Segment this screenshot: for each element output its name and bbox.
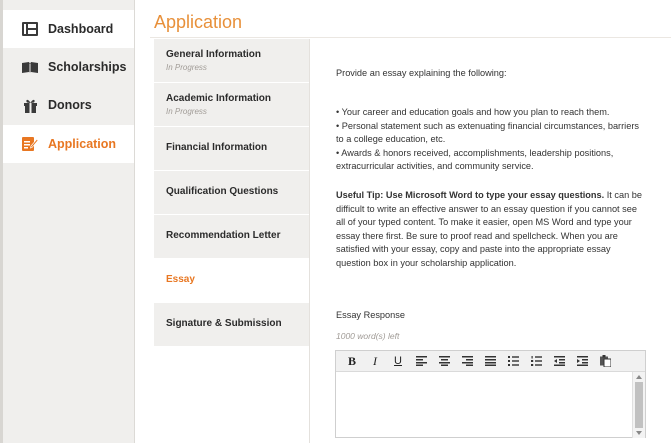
step-status: In Progress [166, 63, 207, 72]
gift-icon [21, 97, 39, 113]
nav-item-donors[interactable] [3, 86, 134, 124]
title-divider [150, 37, 671, 38]
editor-scrollbar[interactable] [632, 372, 645, 438]
word-count: 1000 word(s) left [336, 331, 400, 341]
nav-item-application[interactable] [3, 125, 134, 163]
step-label: Academic Information [166, 93, 272, 104]
editor-toolbar [336, 351, 645, 372]
align-center-icon[interactable] [434, 353, 454, 370]
indent-icon[interactable] [572, 353, 592, 370]
scroll-thumb[interactable] [635, 382, 643, 428]
bullet-list-icon[interactable] [503, 353, 523, 370]
left-navigation [0, 0, 135, 443]
step-essay[interactable] [154, 259, 309, 303]
align-left-icon[interactable] [411, 353, 431, 370]
essay-bullet: • Awards & honors received, accomplishments, leadership positions, extracurricular activities, and community service. [336, 147, 614, 171]
nav-item-scholarships[interactable] [3, 48, 134, 86]
bold-icon[interactable]: B [347, 353, 356, 368]
essay-editor[interactable] [335, 350, 646, 438]
essay-text-area[interactable] [336, 372, 632, 438]
essay-bullet: • Your career and education goals and how you plan to reach them. [336, 107, 610, 117]
essay-bullet: • Personal statement such as extenuating financial circumstances, barriers to a college education, etc. [336, 120, 639, 144]
step-label: General Information [166, 49, 262, 60]
nav-item-label: Scholarships [48, 60, 127, 74]
step-label: Signature & Submission [166, 318, 282, 329]
align-justify-icon[interactable] [480, 353, 500, 370]
edit-document-icon [21, 136, 39, 152]
tip-text: It can be difficult to write an effective answer to an essay question if you cannot see all of your typed content. To make it easier, open MS Word and type your essay there first. Be sure to proof read and spellcheck. When you are satisfied with your essay, copy and paste into the appropriate essay question box in your scholarship application. [336, 190, 642, 268]
paste-icon[interactable] [595, 353, 615, 370]
italic-icon[interactable]: I [373, 353, 377, 368]
numbered-list-icon[interactable] [526, 353, 546, 370]
book-icon [21, 59, 39, 75]
step-qualification-questions[interactable] [154, 171, 309, 215]
step-recommendation-letter[interactable] [154, 215, 309, 259]
nav-item-label: Application [48, 137, 117, 151]
outdent-icon[interactable] [549, 353, 569, 370]
nav-item-label: Donors [48, 98, 92, 112]
step-status: In Progress [166, 107, 207, 116]
useful-tip [336, 189, 644, 270]
application-steps [154, 39, 309, 347]
step-financial-information[interactable] [154, 127, 309, 171]
scroll-up-icon[interactable] [636, 375, 642, 379]
step-label: Financial Information [166, 142, 268, 153]
nav-item-dashboard[interactable] [3, 10, 134, 48]
underline-icon[interactable]: U [394, 355, 402, 367]
essay-response-label: Essay Response [336, 310, 405, 320]
essay-bullets [336, 106, 644, 174]
page-title: Application [154, 12, 243, 32]
step-label: Qualification Questions [166, 186, 279, 197]
dashboard-icon [21, 21, 39, 37]
step-label: Recommendation Letter [166, 230, 281, 241]
essay-intro: Provide an essay explaining the following: [336, 68, 507, 78]
align-right-icon[interactable] [457, 353, 477, 370]
scroll-down-icon[interactable] [636, 431, 642, 435]
essay-panel [309, 39, 671, 443]
nav-item-label: Dashboard [48, 22, 114, 36]
step-signature-submission[interactable] [154, 303, 309, 347]
tip-heading: Useful Tip: Use Microsoft Word to type your essay questions. [336, 190, 605, 200]
step-general-information[interactable] [154, 39, 309, 83]
step-academic-information[interactable] [154, 83, 309, 127]
step-label: Essay [166, 274, 195, 285]
